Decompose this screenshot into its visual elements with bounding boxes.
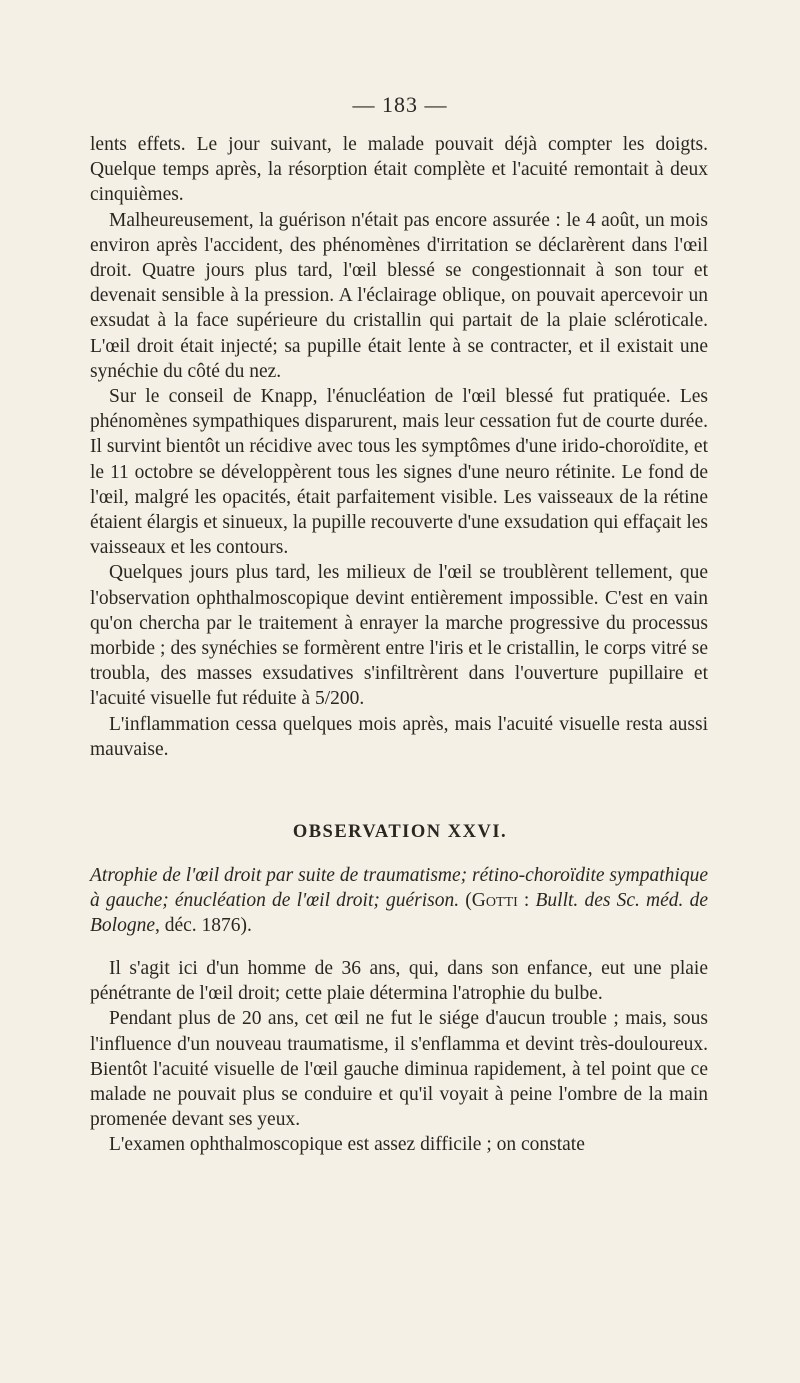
paragraph: Il s'agit ici d'un homme de 36 ans, qui, dans son enfance, eut une plaie pénétrante de l'œil droit; cette plaie détermina l'atrophie du bulbe.	[90, 958, 708, 1005]
observation-heading: OBSERVATION XXVI.	[292, 822, 508, 842]
source-journal: Bullt. des Sc. méd. de Bologne	[90, 890, 708, 937]
paragraph: Malheureusement, la guérison n'était pas encore assurée : le 4 août, un mois environ après l'accident, des phénomènes d'irritation se déclarèrent dans l'œil droit. Quatre jours plus tard, l'œil blessé se congestionnait à son tour et devenait sensible à la pression. A l'éclairage oblique, on pouvait apercevoir un exsudat à la face supérieure du cristallin qui partait de la plaie scléroticale. L'œil droit était injecté; sa pupille était lente à se contracter, et il existait une synéchie du côté du nez.	[90, 209, 708, 382]
observation-subtitle	[90, 863, 708, 939]
source-date: , déc. 1876).	[154, 915, 252, 937]
paragraph: Pendant plus de 20 ans, cet œil ne fut le siége d'aucun trouble ; mais, sous l'influence d'un nouveau traumatisme, il s'enflamma et devint très-douloureux. Bientôt l'acuité visuelle de l'œil gauche diminua rapidement, à tel point que ce malade ne pouvait plus se conduire et qu'il voyait à peine l'ombre de la main promenée devant ses yeux.	[90, 1008, 708, 1131]
paragraph: Sur le conseil de Knapp, l'énucléation de l'œil blessé fut pratiquée. Les phénomènes sympathiques disparurent, mais leur cessation fut de courte durée. Il survint bientôt un récidive avec tous les symptômes d'une irido-choroïdite, et le 11 octobre se développèrent tous les signes d'une neuro rétinite. Le fond de l'œil, malgré les opacités, était parfaitement visible. Les vaisseaux de la rétine étaient élargis et sinueux, la pupille recouverte d'une exsudation qui effaçait les vaisseaux et les contours.	[90, 386, 708, 559]
text-block-top	[90, 132, 708, 762]
paragraph: L'inflammation cessa quelques mois après, mais l'acuité visuelle resta aussi mauvaise.	[90, 713, 708, 760]
text-block-bottom	[90, 956, 708, 1158]
paragraph: lents effets. Le jour suivant, le malade pouvait déjà compter les doigts. Quelque temps après, la résorption était complète et l'acuité remontait à deux cinquièmes.	[90, 134, 708, 206]
source-separator: :	[517, 890, 536, 912]
source-open: (	[459, 890, 472, 912]
paragraph: L'examen ophthalmoscopique est assez difficile ; on constate	[109, 1134, 585, 1156]
page-number: — 183 —	[352, 92, 448, 117]
source-author: Gotti	[471, 890, 518, 912]
paragraph: Quelques jours plus tard, les milieux de l'œil se troublèrent tellement, que l'observation ophthalmoscopique devint entièrement impossible. C'est en vain qu'on chercha par le traitement à enrayer la marche progressive du processus morbide ; des synéchies se formèrent entre l'iris et le cristallin, le corps vitré se troubla, des masses exsudatives s'infiltrèrent dans l'ouverture pupillaire et l'acuité visuelle fut réduite à 5/200.	[90, 562, 708, 710]
observation-title-italic: Atrophie de l'œil droit par suite de traumatisme; rétino-choroïdite sympathique à gauche; énucléation de l'œil droit; guérison.	[90, 865, 708, 912]
